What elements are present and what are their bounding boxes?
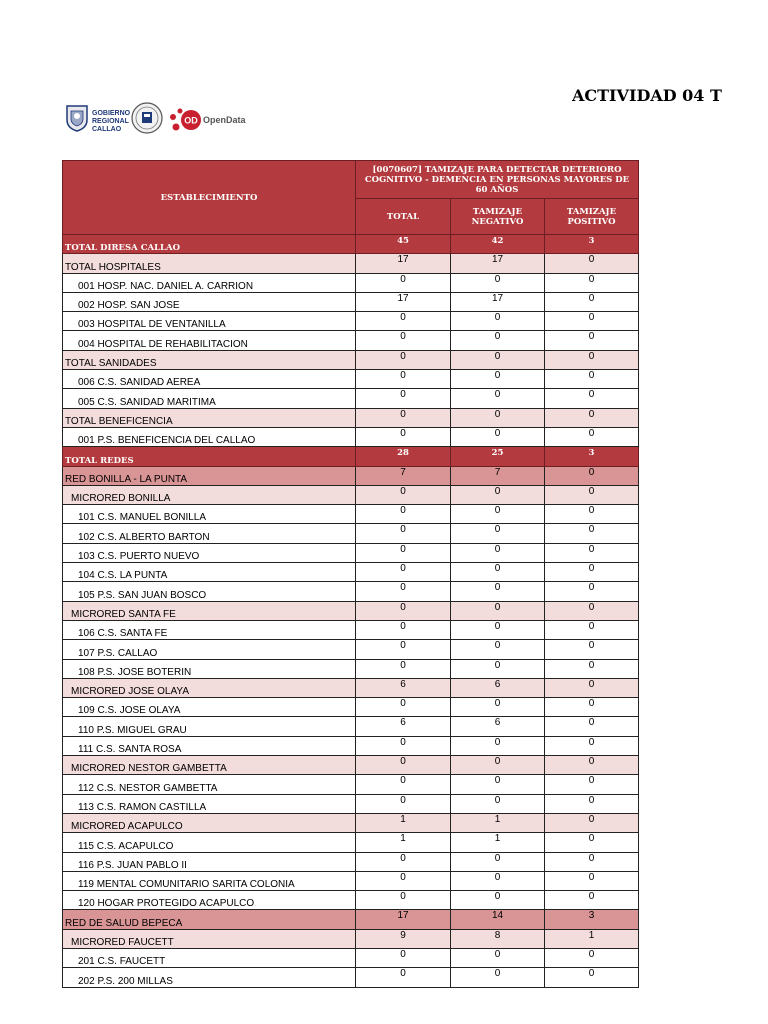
- row-total: 0: [356, 408, 451, 427]
- row-name: 115 C.S. ACAPULCO: [63, 833, 356, 852]
- row-negativo: 1: [451, 813, 545, 832]
- table-row: [63, 891, 639, 910]
- row-negativo: 0: [451, 273, 545, 292]
- row-name: 110 P.S. MIGUEL GRAU: [63, 717, 356, 736]
- row-name: 120 HOGAR PROTEGIDO ACAPULCO: [63, 891, 356, 910]
- row-total: 17: [356, 910, 451, 929]
- table-row: [63, 466, 639, 485]
- table-row: [63, 350, 639, 369]
- row-positivo: 0: [545, 948, 639, 967]
- row-total: 17: [356, 292, 451, 311]
- row-positivo: 0: [545, 891, 639, 910]
- table-row: [63, 273, 639, 292]
- row-negativo: 0: [451, 756, 545, 775]
- row-name: MICRORED FAUCETT: [63, 929, 356, 948]
- row-negativo: 17: [451, 292, 545, 311]
- table-row: [63, 563, 639, 582]
- row-name: 107 P.S. CALLAO: [63, 640, 356, 659]
- table-row: [63, 813, 639, 832]
- row-total: 45: [356, 235, 451, 254]
- row-positivo: 0: [545, 292, 639, 311]
- row-negativo: 0: [451, 948, 545, 967]
- table-row: [63, 871, 639, 890]
- row-total: 0: [356, 659, 451, 678]
- row-total: 0: [356, 968, 451, 987]
- table-row: [63, 678, 639, 697]
- row-name: 002 HOSP. SAN JOSE: [63, 292, 356, 311]
- table-row: [63, 254, 639, 273]
- table-row: [63, 292, 639, 311]
- row-name: 202 P.S. 200 MILLAS: [63, 968, 356, 987]
- row-positivo: 0: [545, 659, 639, 678]
- row-total: 0: [356, 852, 451, 871]
- row-total: 0: [356, 524, 451, 543]
- table-row: [63, 775, 639, 794]
- row-positivo: 3: [545, 910, 639, 929]
- row-positivo: 0: [545, 350, 639, 369]
- table-row: [63, 929, 639, 948]
- row-total: 0: [356, 794, 451, 813]
- row-negativo: 0: [451, 331, 545, 350]
- row-negativo: 0: [451, 601, 545, 620]
- row-positivo: 0: [545, 543, 639, 562]
- row-negativo: 0: [451, 389, 545, 408]
- row-negativo: 1: [451, 833, 545, 852]
- svg-text:OpenData: OpenData: [203, 115, 246, 125]
- row-negativo: 0: [451, 659, 545, 678]
- row-total: 0: [356, 582, 451, 601]
- row-name: 119 MENTAL COMUNITARIO SARITA COLONIA: [63, 871, 356, 890]
- row-total: 0: [356, 389, 451, 408]
- row-negativo: 42: [451, 235, 545, 254]
- row-total: 0: [356, 756, 451, 775]
- row-negativo: 0: [451, 312, 545, 331]
- row-total: 0: [356, 505, 451, 524]
- row-negativo: 6: [451, 678, 545, 697]
- row-positivo: 0: [545, 312, 639, 331]
- table-row: [63, 833, 639, 852]
- row-total: 0: [356, 312, 451, 331]
- row-name: 102 C.S. ALBERTO BARTON: [63, 524, 356, 543]
- row-positivo: 0: [545, 736, 639, 755]
- row-total: 0: [356, 485, 451, 504]
- page-title: ACTIVIDAD 04 T: [572, 86, 722, 105]
- row-positivo: 0: [545, 775, 639, 794]
- row-negativo: 7: [451, 466, 545, 485]
- row-total: 1: [356, 813, 451, 832]
- row-total: 1: [356, 833, 451, 852]
- row-name: 006 C.S. SANIDAD AEREA: [63, 370, 356, 389]
- col-header-establecimiento: ESTABLECIMIENTO: [63, 161, 356, 235]
- col-header-total: TOTAL: [356, 199, 451, 235]
- logo-group: [62, 101, 252, 141]
- row-name: 101 C.S. MANUEL BONILLA: [63, 505, 356, 524]
- row-total: 0: [356, 775, 451, 794]
- row-positivo: 0: [545, 389, 639, 408]
- table-row: [63, 427, 639, 446]
- row-name: TOTAL SANIDADES: [63, 350, 356, 369]
- row-negativo: 0: [451, 408, 545, 427]
- row-name: MICRORED JOSE OLAYA: [63, 678, 356, 697]
- table-row: [63, 717, 639, 736]
- row-total: 0: [356, 620, 451, 639]
- row-name: RED BONILLA - LA PUNTA: [63, 466, 356, 485]
- row-positivo: 0: [545, 640, 639, 659]
- row-positivo: 0: [545, 273, 639, 292]
- row-total: 0: [356, 273, 451, 292]
- row-negativo: 0: [451, 775, 545, 794]
- table-row: [63, 312, 639, 331]
- row-total: 6: [356, 717, 451, 736]
- table-row: [63, 620, 639, 639]
- regional-seal-icon: [64, 102, 90, 132]
- row-name: MICRORED BONILLA: [63, 485, 356, 504]
- row-negativo: 0: [451, 620, 545, 639]
- row-total: 0: [356, 948, 451, 967]
- row-negativo: 0: [451, 852, 545, 871]
- row-name: 103 C.S. PUERTO NUEVO: [63, 543, 356, 562]
- row-total: 9: [356, 929, 451, 948]
- row-total: 0: [356, 640, 451, 659]
- row-name: 106 C.S. SANTA FE: [63, 620, 356, 639]
- row-negativo: 0: [451, 794, 545, 813]
- row-negativo: 17: [451, 254, 545, 273]
- row-name: TOTAL REDES: [63, 447, 356, 466]
- row-total: 28: [356, 447, 451, 466]
- row-negativo: 14: [451, 910, 545, 929]
- row-name: 004 HOSPITAL DE REHABILITACION: [63, 331, 356, 350]
- row-positivo: 0: [545, 254, 639, 273]
- row-name: 105 P.S. SAN JUAN BOSCO: [63, 582, 356, 601]
- col-header-negativo: TAMIZAJE NEGATIVO: [451, 199, 545, 235]
- row-name: 116 P.S. JUAN PABLO II: [63, 852, 356, 871]
- row-positivo: 1: [545, 929, 639, 948]
- row-positivo: 3: [545, 447, 639, 466]
- table-row: [63, 485, 639, 504]
- row-name: 003 HOSPITAL DE VENTANILLA: [63, 312, 356, 331]
- table-row: [63, 736, 639, 755]
- circular-emblem-icon: [130, 101, 164, 135]
- row-total: 17: [356, 254, 451, 273]
- row-total: 6: [356, 678, 451, 697]
- row-name: TOTAL HOSPITALES: [63, 254, 356, 273]
- row-name: 109 C.S. JOSE OLAYA: [63, 698, 356, 717]
- table-row: [63, 447, 639, 466]
- row-positivo: 0: [545, 620, 639, 639]
- row-total: 0: [356, 601, 451, 620]
- table-row: [63, 948, 639, 967]
- row-positivo: 0: [545, 485, 639, 504]
- table-row: [63, 698, 639, 717]
- row-name: TOTAL BENEFICENCIA: [63, 408, 356, 427]
- table-row: [63, 601, 639, 620]
- row-positivo: 0: [545, 794, 639, 813]
- row-name: 104 C.S. LA PUNTA: [63, 563, 356, 582]
- row-negativo: 0: [451, 871, 545, 890]
- row-total: 0: [356, 370, 451, 389]
- row-negativo: 0: [451, 736, 545, 755]
- row-name: MICRORED NESTOR GAMBETTA: [63, 756, 356, 775]
- table-row: [63, 659, 639, 678]
- col-header-positivo: TAMIZAJE POSITIVO: [545, 199, 639, 235]
- row-positivo: 0: [545, 756, 639, 775]
- row-name: 001 HOSP. NAC. DANIEL A. CARRION: [63, 273, 356, 292]
- row-positivo: 0: [545, 563, 639, 582]
- row-negativo: 0: [451, 524, 545, 543]
- row-total: 0: [356, 563, 451, 582]
- table-row: [63, 505, 639, 524]
- row-negativo: 8: [451, 929, 545, 948]
- row-name: 111 C.S. SANTA ROSA: [63, 736, 356, 755]
- row-name: 005 C.S. SANIDAD MARITIMA: [63, 389, 356, 408]
- row-total: 0: [356, 350, 451, 369]
- table-row: [63, 640, 639, 659]
- row-positivo: 0: [545, 408, 639, 427]
- row-name: RED DE SALUD BEPECA: [63, 910, 356, 929]
- row-name: 112 C.S. NESTOR GAMBETTA: [63, 775, 356, 794]
- svg-text:OD: OD: [184, 115, 198, 126]
- row-positivo: 0: [545, 717, 639, 736]
- row-positivo: 0: [545, 331, 639, 350]
- col-group-header: [0070607] TAMIZAJE PARA DETECTAR DETERIORO COGNITIVO - DEMENCIA EN PERSONAS MAYORES DE 60 AÑOS: [356, 161, 639, 199]
- row-positivo: 0: [545, 466, 639, 485]
- row-negativo: 6: [451, 717, 545, 736]
- row-positivo: 0: [545, 813, 639, 832]
- row-negativo: 25: [451, 447, 545, 466]
- table-row: [63, 756, 639, 775]
- row-total: 0: [356, 427, 451, 446]
- table-row: [63, 852, 639, 871]
- row-positivo: 0: [545, 601, 639, 620]
- table-row: [63, 370, 639, 389]
- row-positivo: 0: [545, 678, 639, 697]
- table-row: [63, 582, 639, 601]
- row-negativo: 0: [451, 640, 545, 659]
- row-name: 201 C.S. FAUCETT: [63, 948, 356, 967]
- row-positivo: 0: [545, 871, 639, 890]
- table-row: [63, 408, 639, 427]
- row-negativo: 0: [451, 370, 545, 389]
- row-negativo: 0: [451, 505, 545, 524]
- table-row: [63, 524, 639, 543]
- row-positivo: 0: [545, 524, 639, 543]
- row-positivo: 0: [545, 968, 639, 987]
- row-total: 7: [356, 466, 451, 485]
- row-positivo: 0: [545, 427, 639, 446]
- table-row: [63, 543, 639, 562]
- table-row: [63, 235, 639, 254]
- row-total: 0: [356, 543, 451, 562]
- screening-table: [62, 160, 639, 988]
- table-row: [63, 968, 639, 987]
- table-row: [63, 331, 639, 350]
- row-negativo: 0: [451, 543, 545, 562]
- row-total: 0: [356, 331, 451, 350]
- row-negativo: 0: [451, 427, 545, 446]
- row-name: TOTAL DIRESA CALLAO: [63, 235, 356, 254]
- row-total: 0: [356, 698, 451, 717]
- row-negativo: 0: [451, 350, 545, 369]
- row-name: 113 C.S. RAMON CASTILLA: [63, 794, 356, 813]
- row-negativo: 0: [451, 582, 545, 601]
- row-total: 0: [356, 871, 451, 890]
- row-total: 0: [356, 891, 451, 910]
- row-positivo: 0: [545, 505, 639, 524]
- table-row: [63, 794, 639, 813]
- row-name: MICRORED SANTA FE: [63, 601, 356, 620]
- row-positivo: 0: [545, 852, 639, 871]
- row-negativo: 0: [451, 891, 545, 910]
- row-positivo: 0: [545, 370, 639, 389]
- row-name: 001 P.S. BENEFICENCIA DEL CALLAO: [63, 427, 356, 446]
- table-body: [63, 235, 639, 988]
- row-name: 108 P.S. JOSE BOTERIN: [63, 659, 356, 678]
- row-positivo: 3: [545, 235, 639, 254]
- table-row: [63, 910, 639, 929]
- row-negativo: 0: [451, 563, 545, 582]
- row-positivo: 0: [545, 833, 639, 852]
- row-negativo: 0: [451, 968, 545, 987]
- row-positivo: 0: [545, 582, 639, 601]
- row-total: 0: [356, 736, 451, 755]
- row-negativo: 0: [451, 485, 545, 504]
- row-name: MICRORED ACAPULCO: [63, 813, 356, 832]
- row-positivo: 0: [545, 698, 639, 717]
- row-negativo: 0: [451, 698, 545, 717]
- opendata-logo-icon: [167, 105, 257, 135]
- table-row: [63, 389, 639, 408]
- gobierno-regional-logo: GOBIERNO REGIONAL CALLAO: [92, 110, 131, 133]
